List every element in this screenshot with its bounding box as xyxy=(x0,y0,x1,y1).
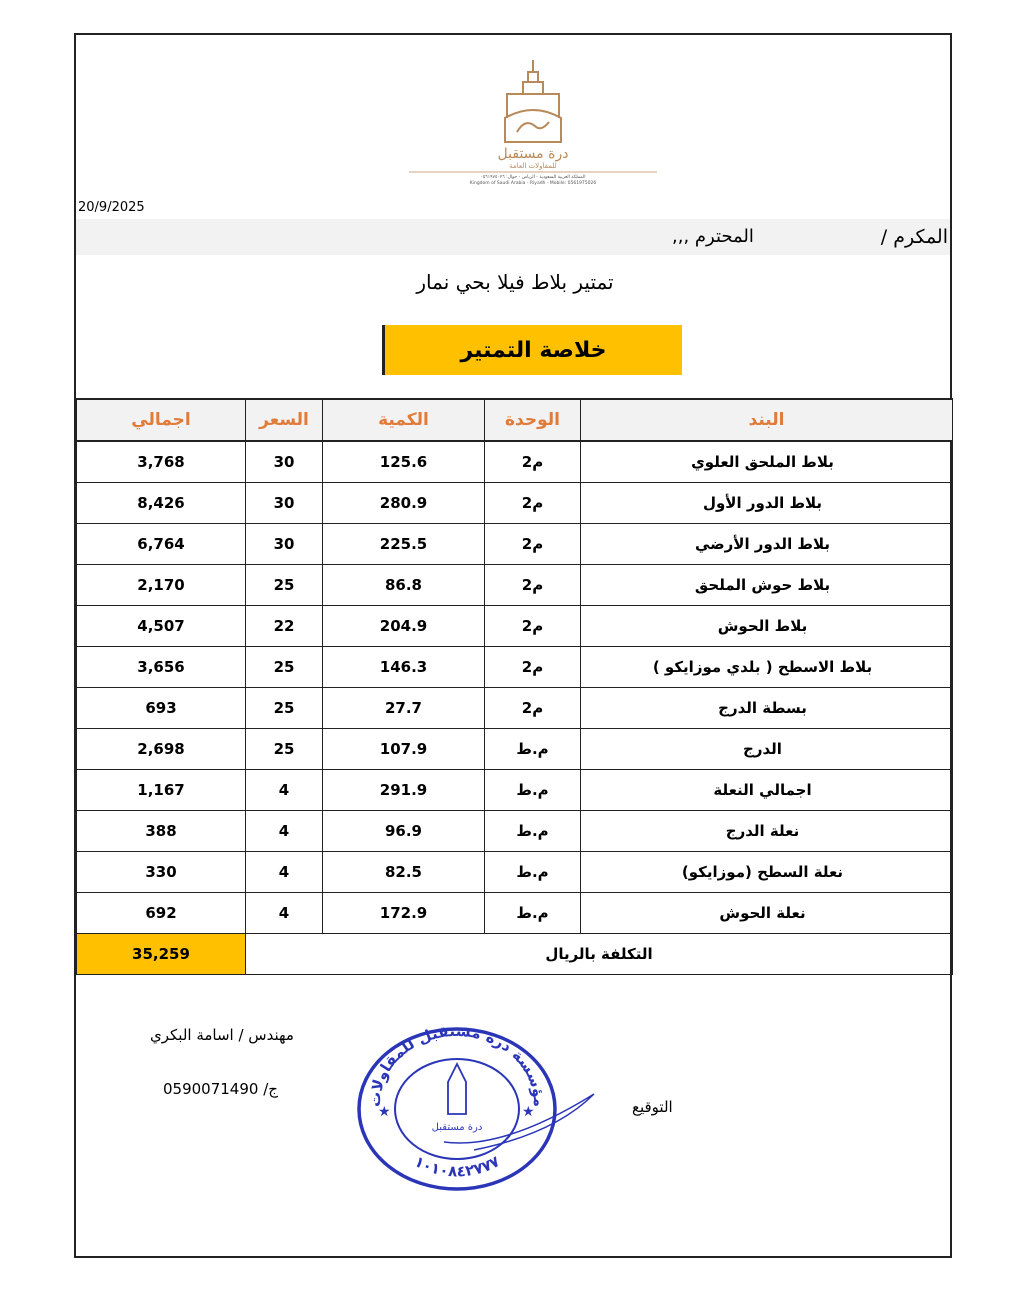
unit-cell: م.ط xyxy=(485,892,581,933)
total-label: التكلفة بالريال xyxy=(246,933,953,974)
document-subject: تمتير بلاط فيلا بحي نمار xyxy=(416,270,614,294)
svg-text:★: ★ xyxy=(378,1104,391,1120)
price-cell: 4 xyxy=(246,769,323,810)
item-cell: بلاط حوش الملحق xyxy=(581,564,953,605)
header-total: اجمالي xyxy=(77,399,246,441)
unit-cell: م2 xyxy=(485,605,581,646)
total-cell: 2,698 xyxy=(77,728,246,769)
table-row xyxy=(77,523,953,564)
total-cell: 692 xyxy=(77,892,246,933)
price-cell: 30 xyxy=(246,482,323,523)
total-cell: 388 xyxy=(77,810,246,851)
unit-cell: م.ط xyxy=(485,769,581,810)
price-cell: 25 xyxy=(246,687,323,728)
unit-cell: م.ط xyxy=(485,851,581,892)
qty-cell: 107.9 xyxy=(323,728,485,769)
qty-cell: 125.6 xyxy=(323,441,485,482)
qty-cell: 146.3 xyxy=(323,646,485,687)
qty-cell: 280.9 xyxy=(323,482,485,523)
qty-cell: 291.9 xyxy=(323,769,485,810)
svg-text:درة مستقبل: درة مستقبل xyxy=(497,146,569,162)
unit-cell: م2 xyxy=(485,523,581,564)
total-cell: 693 xyxy=(77,687,246,728)
item-cell: بسطة الدرج xyxy=(581,687,953,728)
item-cell: بلاط الملحق العلوي xyxy=(581,441,953,482)
unit-cell: م2 xyxy=(485,482,581,523)
unit-cell: م.ط xyxy=(485,728,581,769)
price-cell: 4 xyxy=(246,851,323,892)
table-row xyxy=(77,687,953,728)
table-row xyxy=(77,892,953,933)
price-cell: 4 xyxy=(246,892,323,933)
item-cell: نعلة السطح (موزايكو) xyxy=(581,851,953,892)
company-logo xyxy=(405,58,661,193)
price-cell: 30 xyxy=(246,523,323,564)
qty-cell: 27.7 xyxy=(323,687,485,728)
svg-text:مؤسسة درة مستقبل للمقاولات: مؤسسة درة مستقبل للمقاولات xyxy=(365,1024,549,1108)
total-cell: 3,656 xyxy=(77,646,246,687)
table-row xyxy=(77,851,953,892)
total-cell: 6,764 xyxy=(77,523,246,564)
table-row xyxy=(77,646,953,687)
svg-text:★: ★ xyxy=(522,1104,535,1120)
price-cell: 25 xyxy=(246,564,323,605)
item-cell: بلاط الاسطح ( بلدي موزايكو ) xyxy=(581,646,953,687)
total-cell: 1,167 xyxy=(77,769,246,810)
svg-text:للمقاولات العامة: للمقاولات العامة xyxy=(509,162,557,170)
price-cell: 25 xyxy=(246,646,323,687)
qty-cell: 86.8 xyxy=(323,564,485,605)
item-cell: نعلة الحوش xyxy=(581,892,953,933)
item-cell: بلاط الدور الأول xyxy=(581,482,953,523)
total-cell: 3,768 xyxy=(77,441,246,482)
total-cell: 2,170 xyxy=(77,564,246,605)
qty-cell: 172.9 xyxy=(323,892,485,933)
qty-cell: 96.9 xyxy=(323,810,485,851)
header-qty: الكمية xyxy=(323,399,485,441)
company-stamp xyxy=(352,1024,602,1194)
qty-cell: 225.5 xyxy=(323,523,485,564)
table-row xyxy=(77,482,953,523)
price-cell: 22 xyxy=(246,605,323,646)
price-cell: 25 xyxy=(246,728,323,769)
header-unit: الوحدة xyxy=(485,399,581,441)
table-row xyxy=(77,605,953,646)
unit-cell: م2 xyxy=(485,687,581,728)
item-cell: اجمالي النعلة xyxy=(581,769,953,810)
unit-cell: م2 xyxy=(485,441,581,482)
header-price: السعر xyxy=(246,399,323,441)
header-item: البند xyxy=(581,399,953,441)
svg-text:١٠١٠٨٤٢٧٧٧: ١٠١٠٨٤٢٧٧٧ xyxy=(411,1152,503,1181)
qty-cell: 82.5 xyxy=(323,851,485,892)
table-row xyxy=(77,441,953,482)
price-cell: 4 xyxy=(246,810,323,851)
total-cell: 4,507 xyxy=(77,605,246,646)
item-cell: بلاط الدور الأرضي xyxy=(581,523,953,564)
total-cell: 8,426 xyxy=(77,482,246,523)
greeting-band xyxy=(76,219,950,255)
document-date: 20/9/2025 xyxy=(78,200,145,215)
summary-title: خلاصة التمتير xyxy=(382,325,682,375)
item-cell: الدرج xyxy=(581,728,953,769)
svg-text:Kingdom of Saudi Arabia - Riya: Kingdom of Saudi Arabia - Riyadh - Mobile: 0561975026 xyxy=(469,181,597,186)
unit-cell: م.ط xyxy=(485,810,581,851)
item-cell: بلاط الحوش xyxy=(581,605,953,646)
table-header-row xyxy=(77,399,953,441)
table-row xyxy=(77,728,953,769)
svg-text:المملكة العربية السعودية - الر: المملكة العربية السعودية - الرياض - جوال: ٠٥٦١٩٧٥٠٢٦ xyxy=(480,175,586,180)
table-row xyxy=(77,810,953,851)
total-cell: 330 xyxy=(77,851,246,892)
qty-cell: 204.9 xyxy=(323,605,485,646)
total-value: 35,259 xyxy=(77,933,246,974)
quantities-table xyxy=(76,398,953,975)
greeting-recipient: المكرم / xyxy=(880,226,948,248)
table-row xyxy=(77,564,953,605)
total-row xyxy=(77,933,953,974)
item-cell: نعلة الدرج xyxy=(581,810,953,851)
engineer-name: مهندس / اسامة البكري xyxy=(150,1026,294,1044)
engineer-phone: ج/ 0590071490 xyxy=(163,1080,278,1098)
svg-text:درة مستقبل: درة مستقبل xyxy=(431,1122,483,1133)
unit-cell: م2 xyxy=(485,646,581,687)
signature-label: التوقيع xyxy=(632,1098,673,1116)
unit-cell: م2 xyxy=(485,564,581,605)
greeting-honorific: المحترم ,,, xyxy=(672,226,754,247)
table-row xyxy=(77,769,953,810)
price-cell: 30 xyxy=(246,441,323,482)
